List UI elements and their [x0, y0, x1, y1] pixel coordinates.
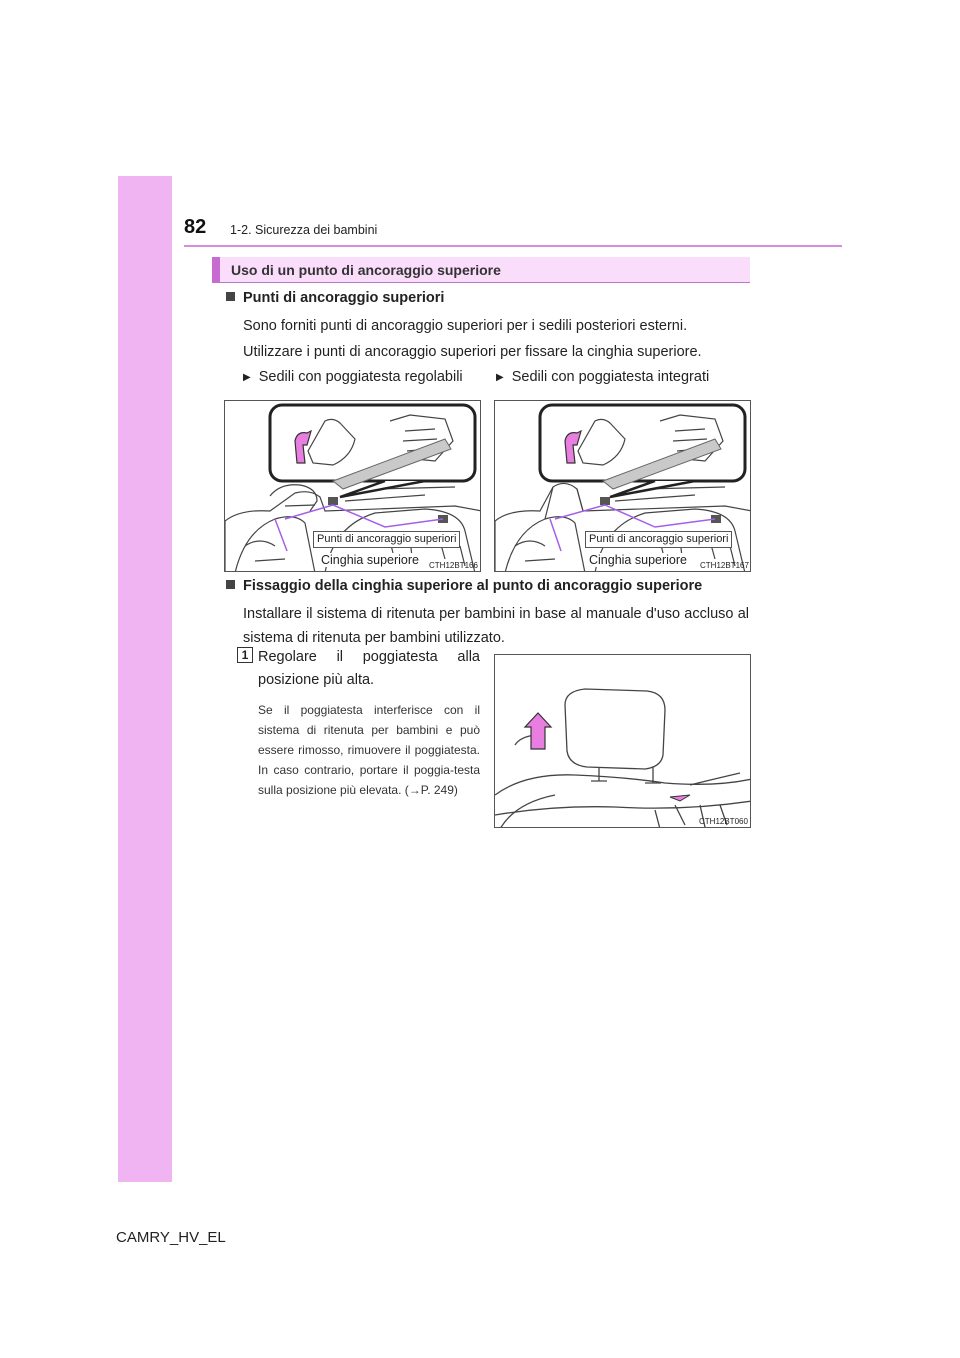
figure-label-integrated	[496, 369, 709, 385]
figure-label-adjustable	[243, 369, 463, 385]
subheading-text: Punti di ancoraggio superiori	[243, 290, 445, 306]
triangle-bullet-icon: ▶	[243, 372, 251, 383]
figure-label-text: Sedili con poggiatesta integrati	[511, 369, 710, 385]
chapter-title: 1-2. Sicurezza dei bambini	[230, 223, 378, 237]
step-note: Se il poggiatesta interferisce con il sistema di ritenuta per bambini e può essere rimosso, rimuovere il poggiatesta. In caso contrario, portare il poggia-testa sulla posizione più elevata. (→P. 249)	[258, 703, 480, 797]
figure-code: CTH12BT060	[699, 817, 748, 826]
square-bullet-icon	[226, 580, 235, 589]
triangle-bullet-icon: ▶	[496, 372, 504, 383]
page-number: 82	[184, 216, 207, 238]
callout-top-strap: Cinghia superiore	[589, 553, 687, 567]
illustration-adjustable-headrest	[224, 400, 481, 572]
illustration-raise-headrest	[494, 654, 751, 828]
figure-code: CTH12BT166	[429, 561, 478, 570]
headrest-drawing	[495, 655, 751, 828]
chapter-side-tab	[118, 176, 172, 1182]
header-divider	[184, 245, 842, 247]
square-bullet-icon	[226, 292, 235, 301]
section-title: Uso di un punto di ancoraggio superiore	[212, 257, 750, 283]
document-footer-code: CAMRY_HV_EL	[116, 1229, 226, 1246]
callout-anchor-points: Punti di ancoraggio superiori	[313, 531, 460, 548]
figure-label-text: Sedili con poggiatesta regolabili	[258, 369, 463, 385]
subheading-text: Fissaggio della cinghia superiore al punto di ancoraggio superiore	[243, 578, 703, 594]
callout-top-strap: Cinghia superiore	[321, 553, 419, 567]
figure-code: CTH12BT167	[700, 561, 749, 570]
subheading-anchor-points	[226, 290, 444, 306]
step-instruction: Regolare il poggiatesta alla posizione più alta.	[258, 649, 480, 688]
paragraph-use-anchors: Utilizzare i punti di ancoraggio superiori per fissare la cinghia superiore.	[243, 344, 702, 360]
paragraph-install-restraint: Installare il sistema di ritenuta per bambini in base al manuale d'uso accluso al sistema di ritenuta per bambini utilizzato.	[243, 606, 749, 646]
illustration-integrated-headrest	[494, 400, 751, 572]
subheading-attach-strap	[226, 578, 702, 594]
callout-anchor-points: Punti di ancoraggio superiori	[585, 531, 732, 548]
step-number-badge: 1	[237, 647, 253, 663]
paragraph-anchor-points: Sono forniti punti di ancoraggio superiori per i sedili posteriori esterni.	[243, 318, 688, 334]
